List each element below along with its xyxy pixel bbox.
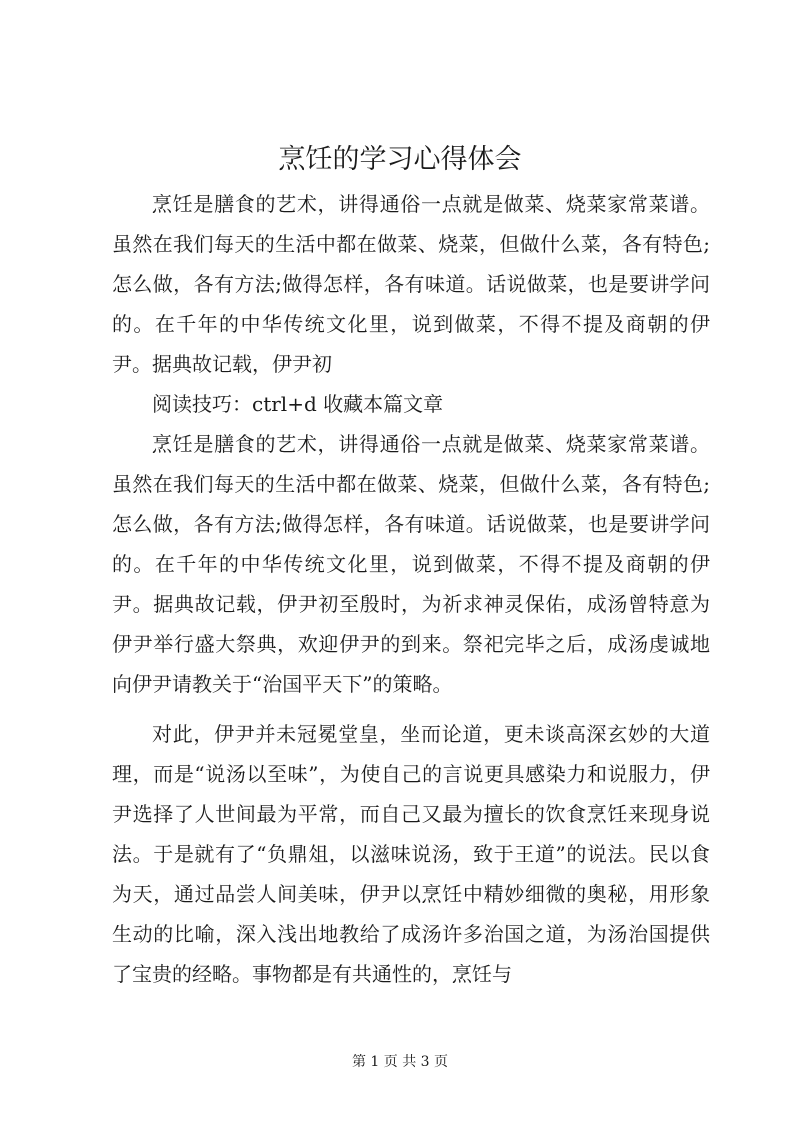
page-footer: 第 1 页 共 3 页: [351, 1054, 449, 1070]
paragraph-yiyin: 对此，伊尹并未冠冕堂皇，坐而论道，更未谈高深玄妙的大道理，而是“说汤以至味”，为使自己的言说更具感染力和说服力，伊尹选择了人世间最为平常，而自己又最为擅长的饮食烹饪来现身说法。于是就有了“负鼎俎，以滋味说汤，致于王道”的说法。民以食为天，通过品尝人间美味，伊尹以烹饪中精妙细微的奥秘，用形象生动的比喻，深入浅出地教给了成汤许多治国之道，为汤治国提供了宝贵的经略。事物都是有共通性的，烹饪与: [112, 722, 710, 986]
reading-tip: 阅读技巧：ctrl+d 收藏本篇文章: [152, 392, 444, 416]
document-title: 烹饪的学习心得体会: [278, 144, 522, 175]
document-body: [112, 184, 710, 994]
paragraph-full-intro: 烹饪是膳食的艺术，讲得通俗一点就是做菜、烧菜家常菜谱。虽然在我们每天的生活中都在做菜、烧菜，但做什么菜，各有特色;怎么做，各有方法;做得怎样，各有味道。话说做菜，也是要讲学问的。在千年的中华传统文化里，说到做菜，不得不提及商朝的伊尹。据典故记载，伊尹初至殷时，为祈求神灵保佑，成汤曾特意为伊尹举行盛大祭典，欢迎伊尹的到来。祭祀完毕之后，成汤虔诚地向伊尹请教关于“治国平天下”的策略。: [112, 432, 710, 696]
paragraph-intro: 烹饪是膳食的艺术，讲得通俗一点就是做菜、烧菜家常菜谱。虽然在我们每天的生活中都在做菜、烧菜，但做什么菜，各有特色;怎么做，各有方法;做得怎样，各有味道。话说做菜，也是要讲学问的。在千年的中华传统文化里，说到做菜，不得不提及商朝的伊尹。据典故记载，伊尹初: [112, 192, 710, 376]
